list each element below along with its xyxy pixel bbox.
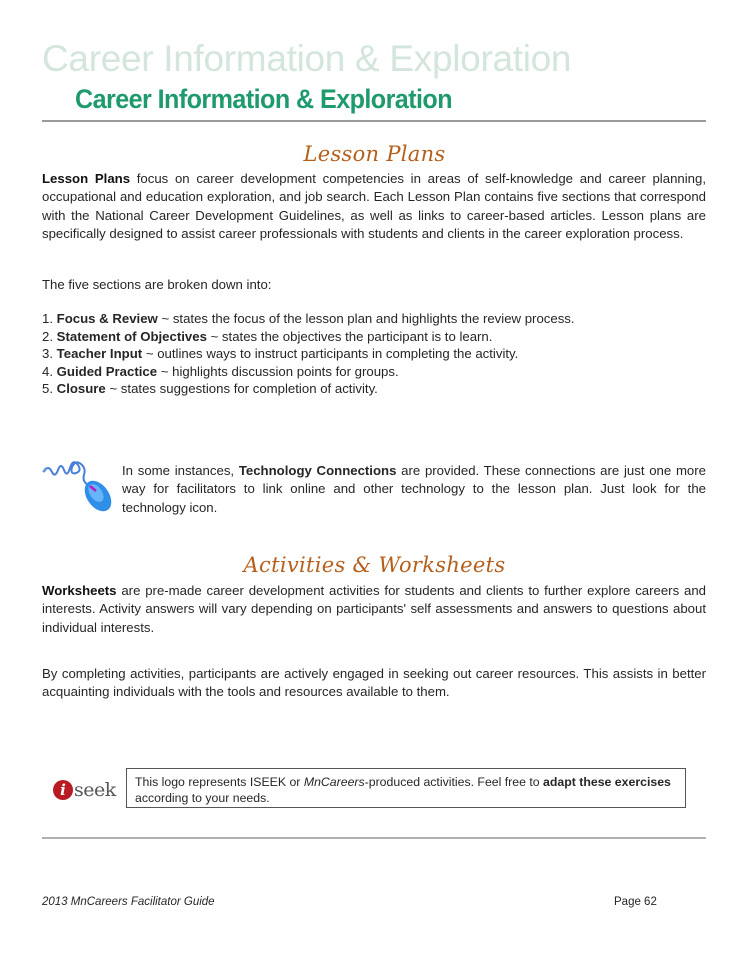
iseek-note-box: This logo represents ISEEK or MnCareers-produced activities. Feel free to adapt these exercises according to your needs. <box>126 768 686 808</box>
list-item: 4. Guided Practice ~ highlights discussion points for groups. <box>42 363 399 379</box>
iseek-logo: i seek <box>53 776 116 804</box>
page-title: Career Information & Exploration <box>75 84 452 114</box>
lesson-plans-bold: Lesson Plans <box>42 171 131 186</box>
sections-intro: The five sections are broken down into: <box>42 277 272 292</box>
ghost-title: Career Information & Exploration <box>42 38 572 79</box>
page-number: Page 62 <box>614 896 657 908</box>
footer-guide-title: 2013 MnCareers Facilitator Guide <box>42 896 215 908</box>
activities-heading: Activities & Worksheets <box>243 553 506 577</box>
list-item: 1. Focus & Review ~ states the focus of the lesson plan and highlights the review process. <box>42 311 575 326</box>
list-item: 5. Closure ~ states suggestions for completion of activity. <box>42 381 378 396</box>
list-item: 2. Statement of Objectives ~ states the objectives the participant is to learn. <box>42 328 493 344</box>
lesson-plans-heading: Lesson Plans <box>303 142 446 166</box>
worksheets-paragraph: Worksheets are pre-made career development activities for students and clients to further explore careers and interests. Activity answers will vary depending on participants' self assessments and answers to questions about individual interests. <box>42 583 706 635</box>
header-divider <box>42 120 706 122</box>
lesson-plans-intro: Lesson Plans focus on career development competencies in areas of self-knowledge and career planning, occupational and education exploration, and job search. Each Lesson Plan contains five sections that correspond with the National Career Development Guidelines, as well as links to career-based articles. Lesson plans are specifically designed to assist career professionals with students and clients in the career exploration process. <box>42 171 706 241</box>
web-mouse-icon <box>40 458 118 516</box>
list-item: 3. Teacher Input ~ outlines ways to instruct participants in completing the activity. <box>42 346 519 361</box>
iseek-i-icon: i <box>53 780 73 800</box>
footer-divider <box>42 837 706 839</box>
technology-connections-note: In some instances, Technology Connections are provided. These connections are just one more way for facilitators to link online and other technology to the lesson plan. Just look for the technology icon. <box>122 463 706 515</box>
activities-paragraph: By completing activities, participants are actively engaged in seeking out career resources. This assists in better acquainting individuals with the tools and resources available to them. <box>42 666 706 700</box>
